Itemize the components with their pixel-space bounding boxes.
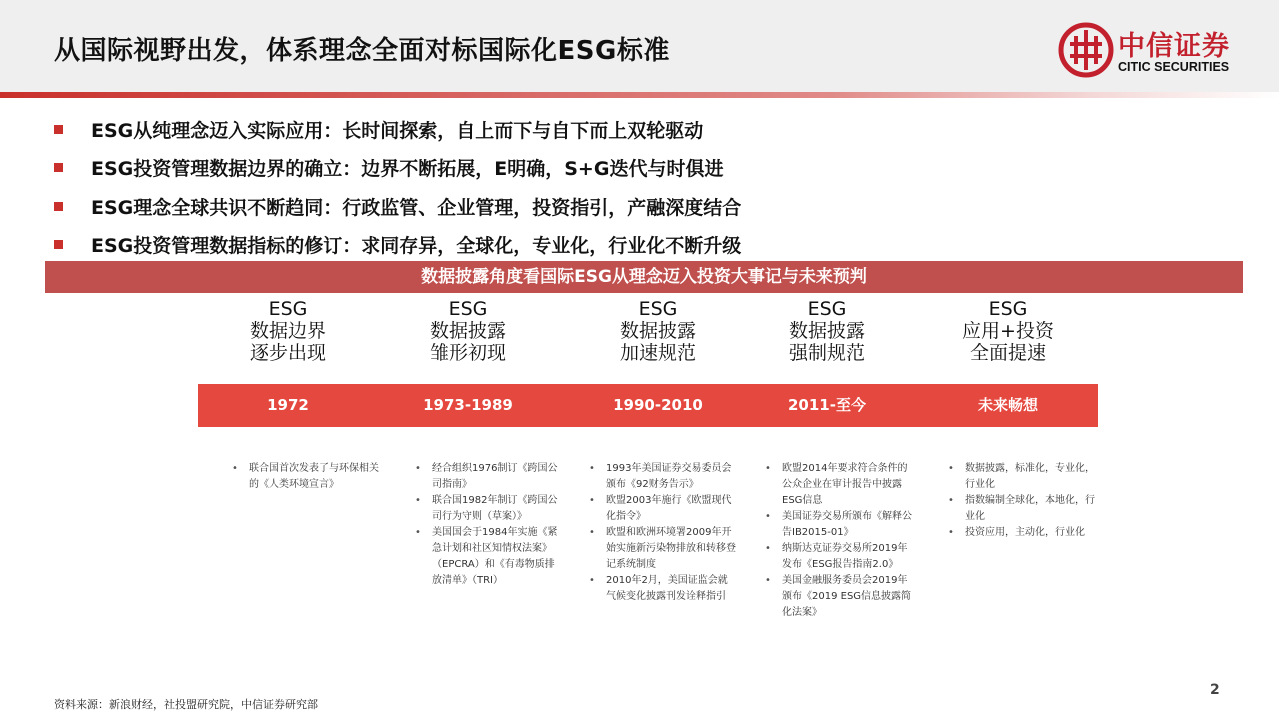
- timeline-bar: [198, 384, 1098, 427]
- event-item: • 欧盟2014年要求符合条件的公众企业在审计报告中披露ESG信息: [762, 461, 912, 509]
- phase-line: ESG: [638, 298, 678, 320]
- event-item: • 欧盟和欧洲环境署2009年开始实施新污染物排放和转移登记系统制度: [586, 525, 736, 573]
- event-item: • 经合组织1976制订《跨国公司指南》: [412, 461, 562, 493]
- bullet-square-icon: [54, 240, 63, 249]
- event-item: • 数据披露，标准化，专业化，行业化: [945, 461, 1095, 493]
- bullet-square-icon: [54, 125, 63, 134]
- event-item: • 1993年美国证券交易委员会颁布《92财务告示》: [586, 461, 736, 493]
- event-list: [586, 461, 736, 605]
- phase-line: 数据披露: [788, 320, 865, 342]
- header-accent-line: [0, 92, 1279, 98]
- phase-label: [378, 298, 558, 364]
- bullet-square-icon: [54, 163, 63, 172]
- key-point-text: ESG投资管理数据边界的确立：边界不断拓展，E明确，S+G迭代与时俱进: [91, 158, 724, 181]
- citic-logo-icon: [1058, 22, 1114, 78]
- event-item: • 美国金融服务委员会2019年颁布《2019 ESG信息披露简化法案》: [762, 573, 912, 621]
- phase-line: ESG: [268, 298, 308, 320]
- phase-line: 数据边界: [249, 320, 326, 342]
- key-point-text: ESG投资管理数据指标的修订：求同存异，全球化，专业化，行业化不断升级: [91, 235, 742, 258]
- phase-line: ESG: [807, 298, 847, 320]
- phase-line: 数据披露: [619, 320, 696, 342]
- phase-line: ESG: [988, 298, 1028, 320]
- key-point-text: ESG理念全球共识不断趋同：行政监管、企业管理，投资指引，产融深度结合: [91, 196, 742, 219]
- key-points-list: [54, 110, 741, 264]
- phase-line: 数据披露: [429, 320, 506, 342]
- event-item: • 美国证券交易所颁布《解释公告IB2015-01》: [762, 509, 912, 541]
- section-banner-title: 数据披露角度看国际ESG从理念迈入投资大事记与未来预判: [421, 267, 867, 287]
- event-list: [945, 461, 1095, 541]
- phase-line: 全面提速: [969, 342, 1046, 364]
- phase-label: [918, 298, 1098, 364]
- event-item: • 纳斯达克证券交易所2019年发布《ESG报告指南2.0》: [762, 541, 912, 573]
- phase-line: 逐步出现: [249, 342, 326, 364]
- phase-line: 雏形初现: [429, 342, 506, 364]
- logo-chinese-name: 中信证券: [1118, 31, 1230, 62]
- phase-line: 加速规范: [619, 342, 696, 364]
- key-point: [54, 110, 741, 149]
- bullet-square-icon: [54, 202, 63, 211]
- phase-label: [568, 298, 748, 364]
- event-item: • 2010年2月，美国证监会就气候变化披露刊发诠释指引: [586, 573, 736, 605]
- phase-line: 应用+投资: [962, 320, 1054, 342]
- phase-line: 强制规范: [788, 342, 865, 364]
- key-point: [54, 226, 741, 265]
- key-point: [54, 149, 741, 188]
- phase-label: [198, 298, 378, 364]
- logo-english-name: CITIC SECURITIES: [1118, 60, 1230, 74]
- page-title: 从国际视野出发，体系理念全面对标国际化ESG标准: [54, 36, 670, 66]
- timeline-period: 2011-至今: [788, 396, 866, 414]
- event-item: • 联合国1982年制订《跨国公司行为守则（草案）》: [412, 493, 562, 525]
- page-number: 2: [1210, 682, 1220, 698]
- timeline-period: 1973-1989: [423, 396, 513, 414]
- citic-logo: [1058, 22, 1258, 82]
- phase-label: [737, 298, 917, 364]
- phase-line: ESG: [448, 298, 488, 320]
- timeline-period: 1990-2010: [613, 396, 703, 414]
- event-item: • 美国国会于1984年实施《紧急计划和社区知情权法案》（EPCRA）和《有毒物质排放清单》（TRI）: [412, 525, 562, 589]
- timeline-period: 未来畅想: [977, 396, 1038, 414]
- event-item: • 投资应用，主动化，行业化: [945, 525, 1095, 541]
- source-note: 资料来源：新浪财经，社投盟研究院，中信证券研究部: [54, 698, 318, 711]
- key-point-text: ESG从纯理念迈入实际应用：长时间探索，自上而下与自下而上双轮驱动: [91, 119, 704, 142]
- event-list: [412, 461, 562, 589]
- event-item: • 联合国首次发表了与环保相关的《人类环境宣言》: [229, 461, 379, 493]
- event-item: • 欧盟2003年施行《欧盟现代化指令》: [586, 493, 736, 525]
- key-point: [54, 187, 741, 226]
- event-item: • 指数编制全球化，本地化，行业化: [945, 493, 1095, 525]
- event-list: [229, 461, 379, 493]
- event-list: [762, 461, 912, 621]
- timeline-period: 1972: [267, 396, 309, 414]
- section-banner: [45, 261, 1243, 293]
